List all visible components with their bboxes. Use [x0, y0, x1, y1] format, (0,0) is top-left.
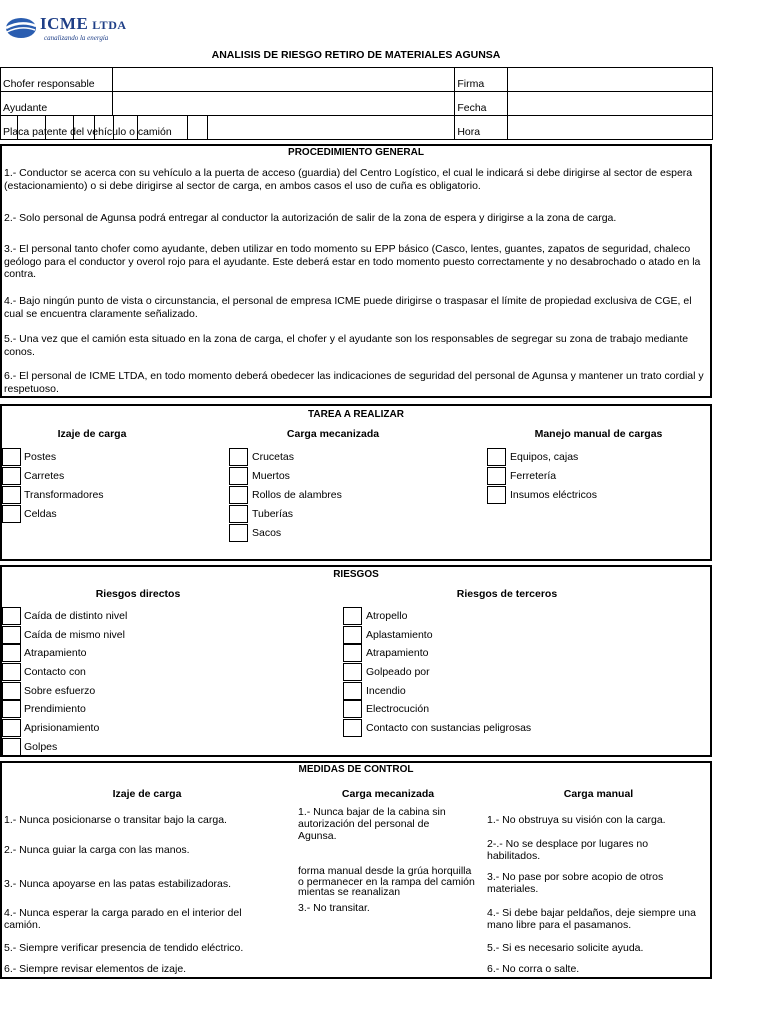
tarea-transformadores-label: Transformadores: [24, 489, 104, 501]
procedimiento-item-5: 5.- Una vez que el camión esta situado en la zona de carga, el chofer y el ayudante son los responsables de segregar su zona de trabajo mediante conos.: [4, 333, 689, 358]
medida-manual-2: 2-.- No se desplace por lugares no habilitados.: [487, 838, 649, 862]
hora-field[interactable]: [508, 116, 713, 140]
riesgo-caida-mismo-checkbox[interactable]: [2, 626, 21, 644]
riesgo-golpeado-label: Golpeado por: [366, 666, 430, 678]
medidas-mecanizada-header: Carga mecanizada: [341, 788, 435, 800]
riesgo-incendio-label: Incendio: [366, 685, 406, 697]
riesgo-sustancias-checkbox[interactable]: [343, 719, 362, 737]
tarea-muertos-label: Muertos: [252, 470, 290, 482]
riesgo-terceros-atrapamiento-checkbox[interactable]: [343, 644, 362, 662]
medida-manual-1: 1.- No obstruya su visión con la carga.: [487, 814, 666, 826]
tarea-insumos-checkbox[interactable]: [487, 486, 506, 504]
tarea-ferreteria-checkbox[interactable]: [487, 467, 506, 485]
hora-label: Hora: [455, 116, 508, 140]
medidas-title: MEDIDAS DE CONTROL: [298, 764, 414, 775]
medida-manual-3: 3.- No pase por sobre acopio de otros materiales.: [487, 871, 664, 895]
procedimiento-item-1: 1.- Conductor se acerca con su vehículo a la puerta de acceso (guardia) del Centro Logístico, el cual le indicará si debe dirigirse al sector de espera (estacionamiento) o si debe dirigirse al sector de carga, en ambos casos el uso de cuña es obligatorio.: [4, 167, 693, 192]
riesgo-atropello-checkbox[interactable]: [343, 607, 362, 625]
riesgo-caida-distinto-checkbox[interactable]: [2, 607, 21, 625]
medida-mecanizada-3: 3.- No transitar.: [298, 902, 370, 914]
riesgo-golpes-checkbox[interactable]: [2, 738, 21, 756]
medida-izaje-2: 2.- Nunca guiar la carga con las manos.: [4, 844, 190, 856]
medida-manual-6: 6.- No corra o salte.: [487, 963, 580, 975]
firma-field[interactable]: [508, 68, 713, 92]
tarea-tuberias-label: Tuberías: [252, 508, 294, 520]
tarea-sacos-checkbox[interactable]: [229, 524, 248, 542]
medida-izaje-3: 3.- Nunca apoyarse en las patas estabilizadoras.: [4, 878, 232, 890]
tarea-postes-label: Postes: [24, 451, 57, 463]
medida-mecanizada-1: 1.- Nunca bajar de la cabina sin autorización del personal de Agunsa.: [298, 806, 446, 842]
tarea-rollos-checkbox[interactable]: [229, 486, 248, 504]
riesgo-golpeado-checkbox[interactable]: [343, 663, 362, 681]
tarea-tuberias-checkbox[interactable]: [229, 505, 248, 523]
procedimiento-item-6: 6.- El personal de ICME LTDA, en todo momento deberá obedecer las indicaciones de seguridad del personal de Agunsa y mantener un trato cordial y respetuoso.: [4, 370, 704, 395]
riesgo-prendimiento-checkbox[interactable]: [2, 700, 21, 718]
riesgo-caida-distinto-label: Caída de distinto nivel: [24, 610, 128, 622]
riesgo-atrapamiento-label: Atrapamiento: [24, 647, 87, 659]
tarea-insumos-label: Insumos eléctricos: [510, 489, 597, 501]
medida-mecanizada-2: forma manual desde la grúa horquilla o permanecer en la rampa del camión mientas se reanalizan: [298, 865, 475, 898]
riesgo-prendimiento-label: Prendimiento: [24, 703, 86, 715]
riesgo-contacto-label: Contacto con: [24, 666, 86, 678]
riesgo-sobre-esfuerzo-checkbox[interactable]: [2, 682, 21, 700]
riesgo-aprisionamiento-label: Aprisionamiento: [24, 722, 100, 734]
riesgos-section: [0, 565, 712, 757]
riesgo-electrocucion-checkbox[interactable]: [343, 700, 362, 718]
tarea-postes-checkbox[interactable]: [2, 448, 21, 466]
tarea-ferreteria-label: Ferretería: [510, 470, 557, 482]
fecha-field[interactable]: [508, 92, 713, 116]
ayudante-label: Ayudante: [1, 92, 113, 116]
procedimiento-section: [0, 144, 712, 398]
globe-icon: [4, 16, 38, 40]
logo-name: ICME LTDA: [40, 14, 127, 33]
document-title: ANALISIS DE RIESGO RETIRO DE MATERIALES AGUNSA: [211, 49, 501, 61]
riesgo-atropello-label: Atropello: [366, 610, 408, 622]
medida-izaje-5: 5.- Siempre verificar presencia de tendido eléctrico.: [4, 942, 244, 954]
medida-manual-5: 5.- Si es necesario solicite ayuda.: [487, 942, 644, 954]
fecha-label: Fecha: [455, 92, 508, 116]
tarea-transformadores-checkbox[interactable]: [2, 486, 21, 504]
tarea-equipos-label: Equipos, cajas: [510, 451, 579, 463]
riesgo-aprisionamiento-checkbox[interactable]: [2, 719, 21, 737]
riesgo-incendio-checkbox[interactable]: [343, 682, 362, 700]
tarea-muertos-checkbox[interactable]: [229, 467, 248, 485]
riesgos-title: RIESGOS: [333, 569, 379, 580]
riesgo-golpes-label: Golpes: [24, 741, 58, 753]
company-logo: [4, 12, 138, 46]
chofer-field[interactable]: [112, 68, 454, 92]
riesgo-contacto-checkbox[interactable]: [2, 663, 21, 681]
riesgo-electrocucion-label: Electrocución: [366, 703, 430, 715]
riesgos-terceros-header: Riesgos de terceros: [456, 588, 558, 600]
procedimiento-title: PROCEDIMIENTO GENERAL: [288, 147, 424, 158]
riesgo-terceros-atrapamiento-label: Atrapamiento: [366, 647, 429, 659]
procedimiento-item-2: 2.- Solo personal de Agunsa podrá entregar al conductor la autorización de salir de la zona de espera y dirigirse a la zona de carga.: [4, 212, 617, 224]
riesgo-caida-mismo-label: Caída de mismo nivel: [24, 629, 125, 641]
medida-izaje-1: 1.- Nunca posicionarse o transitar bajo la carga.: [4, 814, 227, 826]
tarea-carretes-label: Carretes: [24, 470, 65, 482]
riesgos-directos-header: Riesgos directos: [95, 588, 181, 600]
ayudante-field[interactable]: [112, 92, 454, 116]
procedimiento-item-4: 4.- Bajo ningún punto de vista o circunstancia, el personal de empresa ICME puede dirigirse o traspasar el límite de propiedad exclusiva de CGE, el cual se encuentra claramente señalizado.: [4, 295, 692, 320]
tarea-crucetas-checkbox[interactable]: [229, 448, 248, 466]
riesgo-sobre-esfuerzo-label: Sobre esfuerzo: [24, 685, 96, 697]
tarea-izaje-header: Izaje de carga: [57, 428, 127, 440]
riesgo-aplastamiento-label: Aplastamiento: [366, 629, 433, 641]
tarea-sacos-label: Sacos: [252, 527, 282, 539]
riesgo-aplastamiento-checkbox[interactable]: [343, 626, 362, 644]
tarea-rollos-label: Rollos de alambres: [252, 489, 342, 501]
placa-label: Placa patente del vehículo o camión: [3, 126, 172, 138]
tarea-celdas-checkbox[interactable]: [2, 505, 21, 523]
tarea-equipos-checkbox[interactable]: [487, 448, 506, 466]
riesgo-atrapamiento-checkbox[interactable]: [2, 644, 21, 662]
tarea-celdas-label: Celdas: [24, 508, 57, 520]
medidas-izaje-header: Izaje de carga: [112, 788, 182, 800]
medida-manual-4: 4.- Si debe bajar peldaños, deje siempre una mano libre para el pasamanos.: [487, 907, 696, 931]
logo-tagline: canalizando la energía: [44, 34, 109, 42]
medidas-manual-header: Carga manual: [563, 788, 634, 800]
tarea-mecanizada-header: Carga mecanizada: [286, 428, 380, 440]
placa-cell[interactable]: [1, 116, 455, 140]
firma-label: Firma: [455, 68, 508, 92]
tarea-manual-header: Manejo manual de cargas: [534, 428, 663, 440]
medida-izaje-6: 6.- Siempre revisar elementos de izaje.: [4, 963, 187, 975]
tarea-section: [0, 404, 712, 561]
tarea-title: TAREA A REALIZAR: [308, 409, 404, 420]
medida-izaje-4: 4.- Nunca esperar la carga parado en el interior del camión.: [4, 907, 242, 931]
riesgo-sustancias-label: Contacto con sustancias peligrosas: [366, 722, 532, 734]
medidas-section: [0, 761, 712, 979]
tarea-carretes-checkbox[interactable]: [2, 467, 21, 485]
procedimiento-item-3: 3.- El personal tanto chofer como ayudante, deben utilizar en todo momento su EPP básico (Casco, lentes, guantes, zapatos de seguridad, chaleco geólogo para el conductor y overol rojo para el ayudante. Este deberá estar en todo momento puesto correctamente y no desabrochado o atado en la contra.: [4, 243, 701, 280]
tarea-crucetas-label: Crucetas: [252, 451, 295, 463]
chofer-label: Chofer responsable: [1, 68, 113, 92]
header-form: [0, 67, 713, 140]
